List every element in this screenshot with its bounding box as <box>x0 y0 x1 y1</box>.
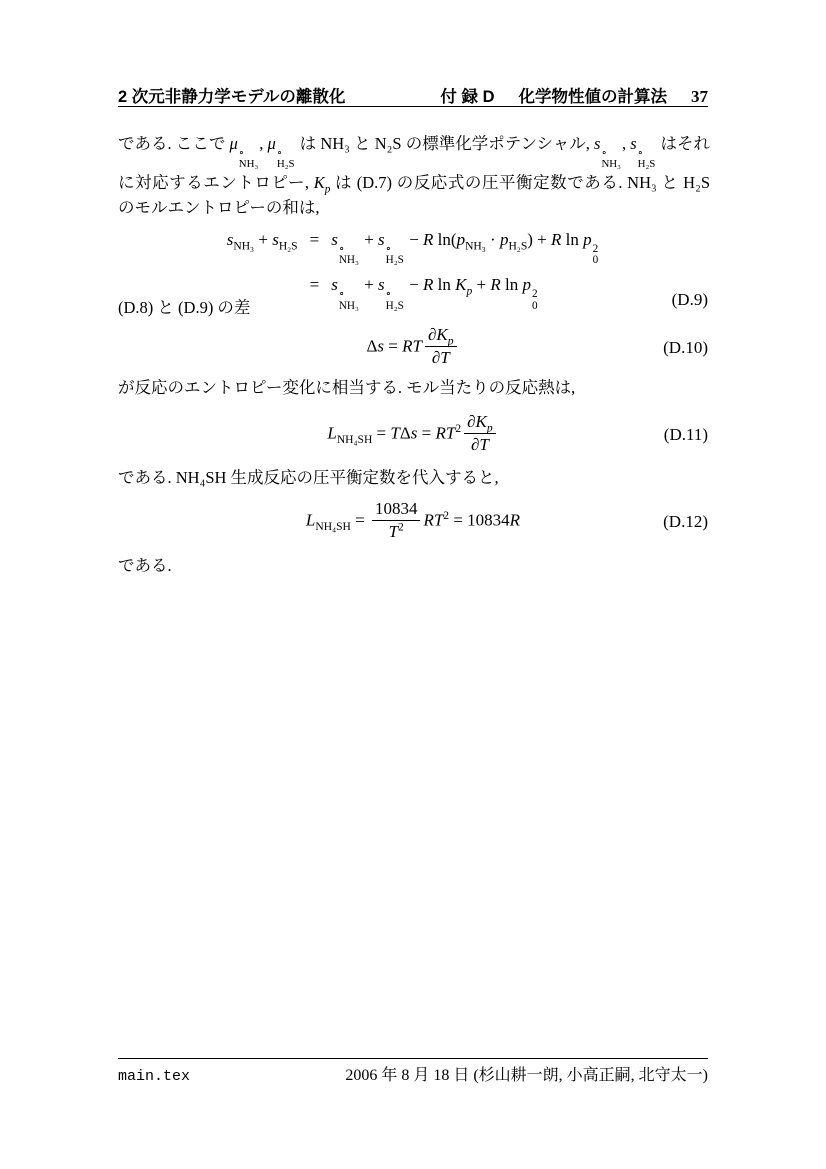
paragraph-5: である. <box>118 556 172 575</box>
math-sup-circ: ∘ <box>338 242 345 255</box>
math-var-p: p <box>522 275 531 295</box>
fraction-numerator: 10834 <box>374 499 418 519</box>
math-partial-k: ∂K <box>427 325 448 345</box>
equation-d12 <box>118 495 708 549</box>
math-sub-nh3: NH₃ <box>338 299 359 312</box>
math-var-mu: μ <box>267 134 276 153</box>
math-op: = <box>372 423 391 443</box>
page-number: 37 <box>691 87 708 106</box>
math-var-p: p <box>499 230 509 249</box>
math-sup-two: 2 <box>532 287 538 300</box>
math-op: = <box>417 423 436 443</box>
eq12-body <box>306 500 520 544</box>
math-var-k: K <box>455 275 467 295</box>
math-op: + <box>254 230 273 249</box>
math-supsub <box>386 244 404 268</box>
math-fraction <box>425 324 457 368</box>
math-var-mu: μ <box>229 134 238 153</box>
math-op: + <box>359 275 379 295</box>
math-var-l: L <box>305 510 316 530</box>
math-var-rt: RT <box>423 510 444 530</box>
equation-d10 <box>118 322 708 374</box>
page-footer <box>118 1062 708 1085</box>
equation-d11 <box>118 409 708 461</box>
math-sup-two: 2 <box>455 422 462 436</box>
math-supsub <box>239 148 259 171</box>
math-sub-nh3: NH₃ <box>233 239 255 253</box>
footer-date-authors: 2006 年 8 月 18 日 (杉山耕一朗, 小高正嗣, 北守太一) <box>345 1067 708 1084</box>
math-var-rt: RT <box>402 336 422 356</box>
math-sub-nh4sh: NH₄SH <box>315 520 351 534</box>
math-var-s: s <box>331 230 338 249</box>
appendix-label: 付 録 D <box>440 88 495 106</box>
math-var-s: s <box>594 134 601 153</box>
paragraph-3: が反応のエントロピー変化に相当する. モル当たりの反応熱は, <box>118 378 576 397</box>
math-var-r: R <box>551 230 562 249</box>
math-delta: Δ <box>366 336 378 356</box>
eq9-line1-lhs <box>227 226 298 267</box>
math-sup-circ: ∘ <box>637 146 643 159</box>
math-supsub <box>601 148 621 171</box>
math-var-p: p <box>583 230 592 249</box>
math-sub-zero: 0 <box>532 299 538 312</box>
math-sub-h2s: H₂S <box>637 157 656 170</box>
fraction-numerator <box>464 411 496 435</box>
text-run: はそれに対応するエントロピー, <box>118 134 711 193</box>
math-op: = <box>384 336 403 356</box>
math-var-r: R <box>423 230 434 249</box>
eq11-body <box>327 413 498 457</box>
math-sub-h2s: H₂S <box>508 239 528 253</box>
math-supsub <box>277 148 295 171</box>
math-var-s: s <box>378 230 385 249</box>
equation-tag-d12: (D.12) <box>663 512 708 531</box>
math-delta: Δ <box>399 423 411 443</box>
math-var-s: s <box>331 275 338 295</box>
math-op: + <box>359 230 379 249</box>
text-run: , <box>259 134 268 153</box>
math-op: = <box>350 510 369 530</box>
math-var-k: K <box>313 173 325 193</box>
math-sub-zero: 0 <box>592 254 599 267</box>
text-run: は (D.7) の反応式の圧平衡定数である. NH₃ と H₂S のモルエントロピーの和は, <box>118 173 711 218</box>
math-sup-circ: ∘ <box>601 146 607 159</box>
math-sub-h2s: H₂S <box>385 299 404 312</box>
math-var-r: R <box>423 275 434 295</box>
text-run: , <box>621 134 631 153</box>
math-var-s: s <box>630 134 637 153</box>
footer-rule <box>118 1058 708 1059</box>
math-supsub <box>593 244 599 268</box>
running-head-appendix <box>440 83 708 107</box>
equation-tag-d9: (D.9) <box>671 289 708 309</box>
math-sub-p: p <box>486 421 493 435</box>
eq9-line1-rhs <box>331 226 599 267</box>
math-sup-circ: ∘ <box>385 242 392 255</box>
fraction-denominator <box>372 520 421 542</box>
math-sub-nh4sh: NH₄SH <box>336 433 373 447</box>
math-var-r: R <box>490 275 501 295</box>
math-sub-p: p <box>324 183 331 196</box>
math-var-r: R <box>509 510 521 530</box>
equals-sign: = <box>309 275 320 295</box>
fraction-numerator <box>425 324 457 348</box>
math-supsub <box>638 148 656 171</box>
math-op: + <box>472 275 491 295</box>
header-rule <box>118 106 708 107</box>
text-run: である. ここで <box>118 134 230 153</box>
math-fraction <box>372 498 421 542</box>
math-sub-nh3: NH₃ <box>238 157 259 170</box>
math-sup-circ: ∘ <box>385 287 392 300</box>
math-var-t: T <box>390 423 400 443</box>
math-sup-two: 2 <box>443 509 450 523</box>
math-cdot: · <box>485 230 500 249</box>
math-ln: ln <box>500 275 523 295</box>
math-op: − <box>404 230 424 249</box>
math-sub-nh3: NH₃ <box>465 239 486 253</box>
equation-tag-d11: (D.11) <box>663 425 708 444</box>
math-var-rt: RT <box>435 423 456 443</box>
page-header <box>118 83 708 107</box>
fraction-denominator <box>464 433 496 455</box>
math-partial-k: ∂K <box>467 412 487 432</box>
math-ln: ln <box>561 230 584 249</box>
paragraph-4: である. NH₄SH 生成反応の圧平衡定数を代入すると, <box>118 468 499 487</box>
math-var-s: s <box>378 275 385 295</box>
math-ln: ln <box>433 275 456 295</box>
footer-filename: main.tex <box>118 1068 191 1085</box>
math-supsub <box>339 244 359 268</box>
appendix-title: 化学物性値の計算法 <box>518 88 667 106</box>
math-sup-two: 2 <box>398 519 404 533</box>
math-partial-t: ∂T <box>470 434 489 454</box>
paragraph-1 <box>118 131 710 220</box>
math-op: = <box>449 510 468 530</box>
math-sub-h2s: H₂S <box>278 239 298 253</box>
equals-sign: = <box>309 230 320 249</box>
math-ln-open: ln( <box>433 230 457 249</box>
math-sub-nh3: NH₃ <box>601 157 621 170</box>
math-sup-two: 2 <box>592 242 599 255</box>
text-run: は NH₃ と N₂S の標準化学ポテンシャル, <box>295 134 595 153</box>
math-number: 10834 <box>467 510 510 530</box>
math-sub-p: p <box>447 334 454 348</box>
running-head-chapter: 2 次元非静力学モデルの離散化 <box>118 88 346 106</box>
eq10-body <box>366 326 459 370</box>
math-sub-p: p <box>466 284 473 298</box>
math-sub-h2s: H₂S <box>385 254 404 267</box>
equation-tag-d10: (D.10) <box>663 338 708 357</box>
math-var-l: L <box>327 423 337 443</box>
math-partial-t: ∂T <box>431 347 450 367</box>
paragraph-2: (D.8) と (D.9) の差 <box>118 298 251 317</box>
math-var-s: s <box>226 230 234 249</box>
math-sup-circ: ∘ <box>338 287 345 300</box>
math-var-s: s <box>377 336 385 356</box>
math-fraction <box>464 411 496 455</box>
math-var-p: p <box>456 230 466 249</box>
math-op: − <box>404 275 424 295</box>
math-var-s: s <box>410 423 418 443</box>
math-sup-circ: ∘ <box>238 146 245 159</box>
fraction-denominator <box>425 346 457 368</box>
math-var-s: s <box>272 230 279 249</box>
math-sub-nh3: NH₃ <box>338 254 359 267</box>
math-sup-circ: ∘ <box>276 146 283 159</box>
math-var-t: T <box>388 521 399 541</box>
math-sub-h2s: H₂S <box>276 157 295 170</box>
math-op: ) + <box>527 230 551 249</box>
